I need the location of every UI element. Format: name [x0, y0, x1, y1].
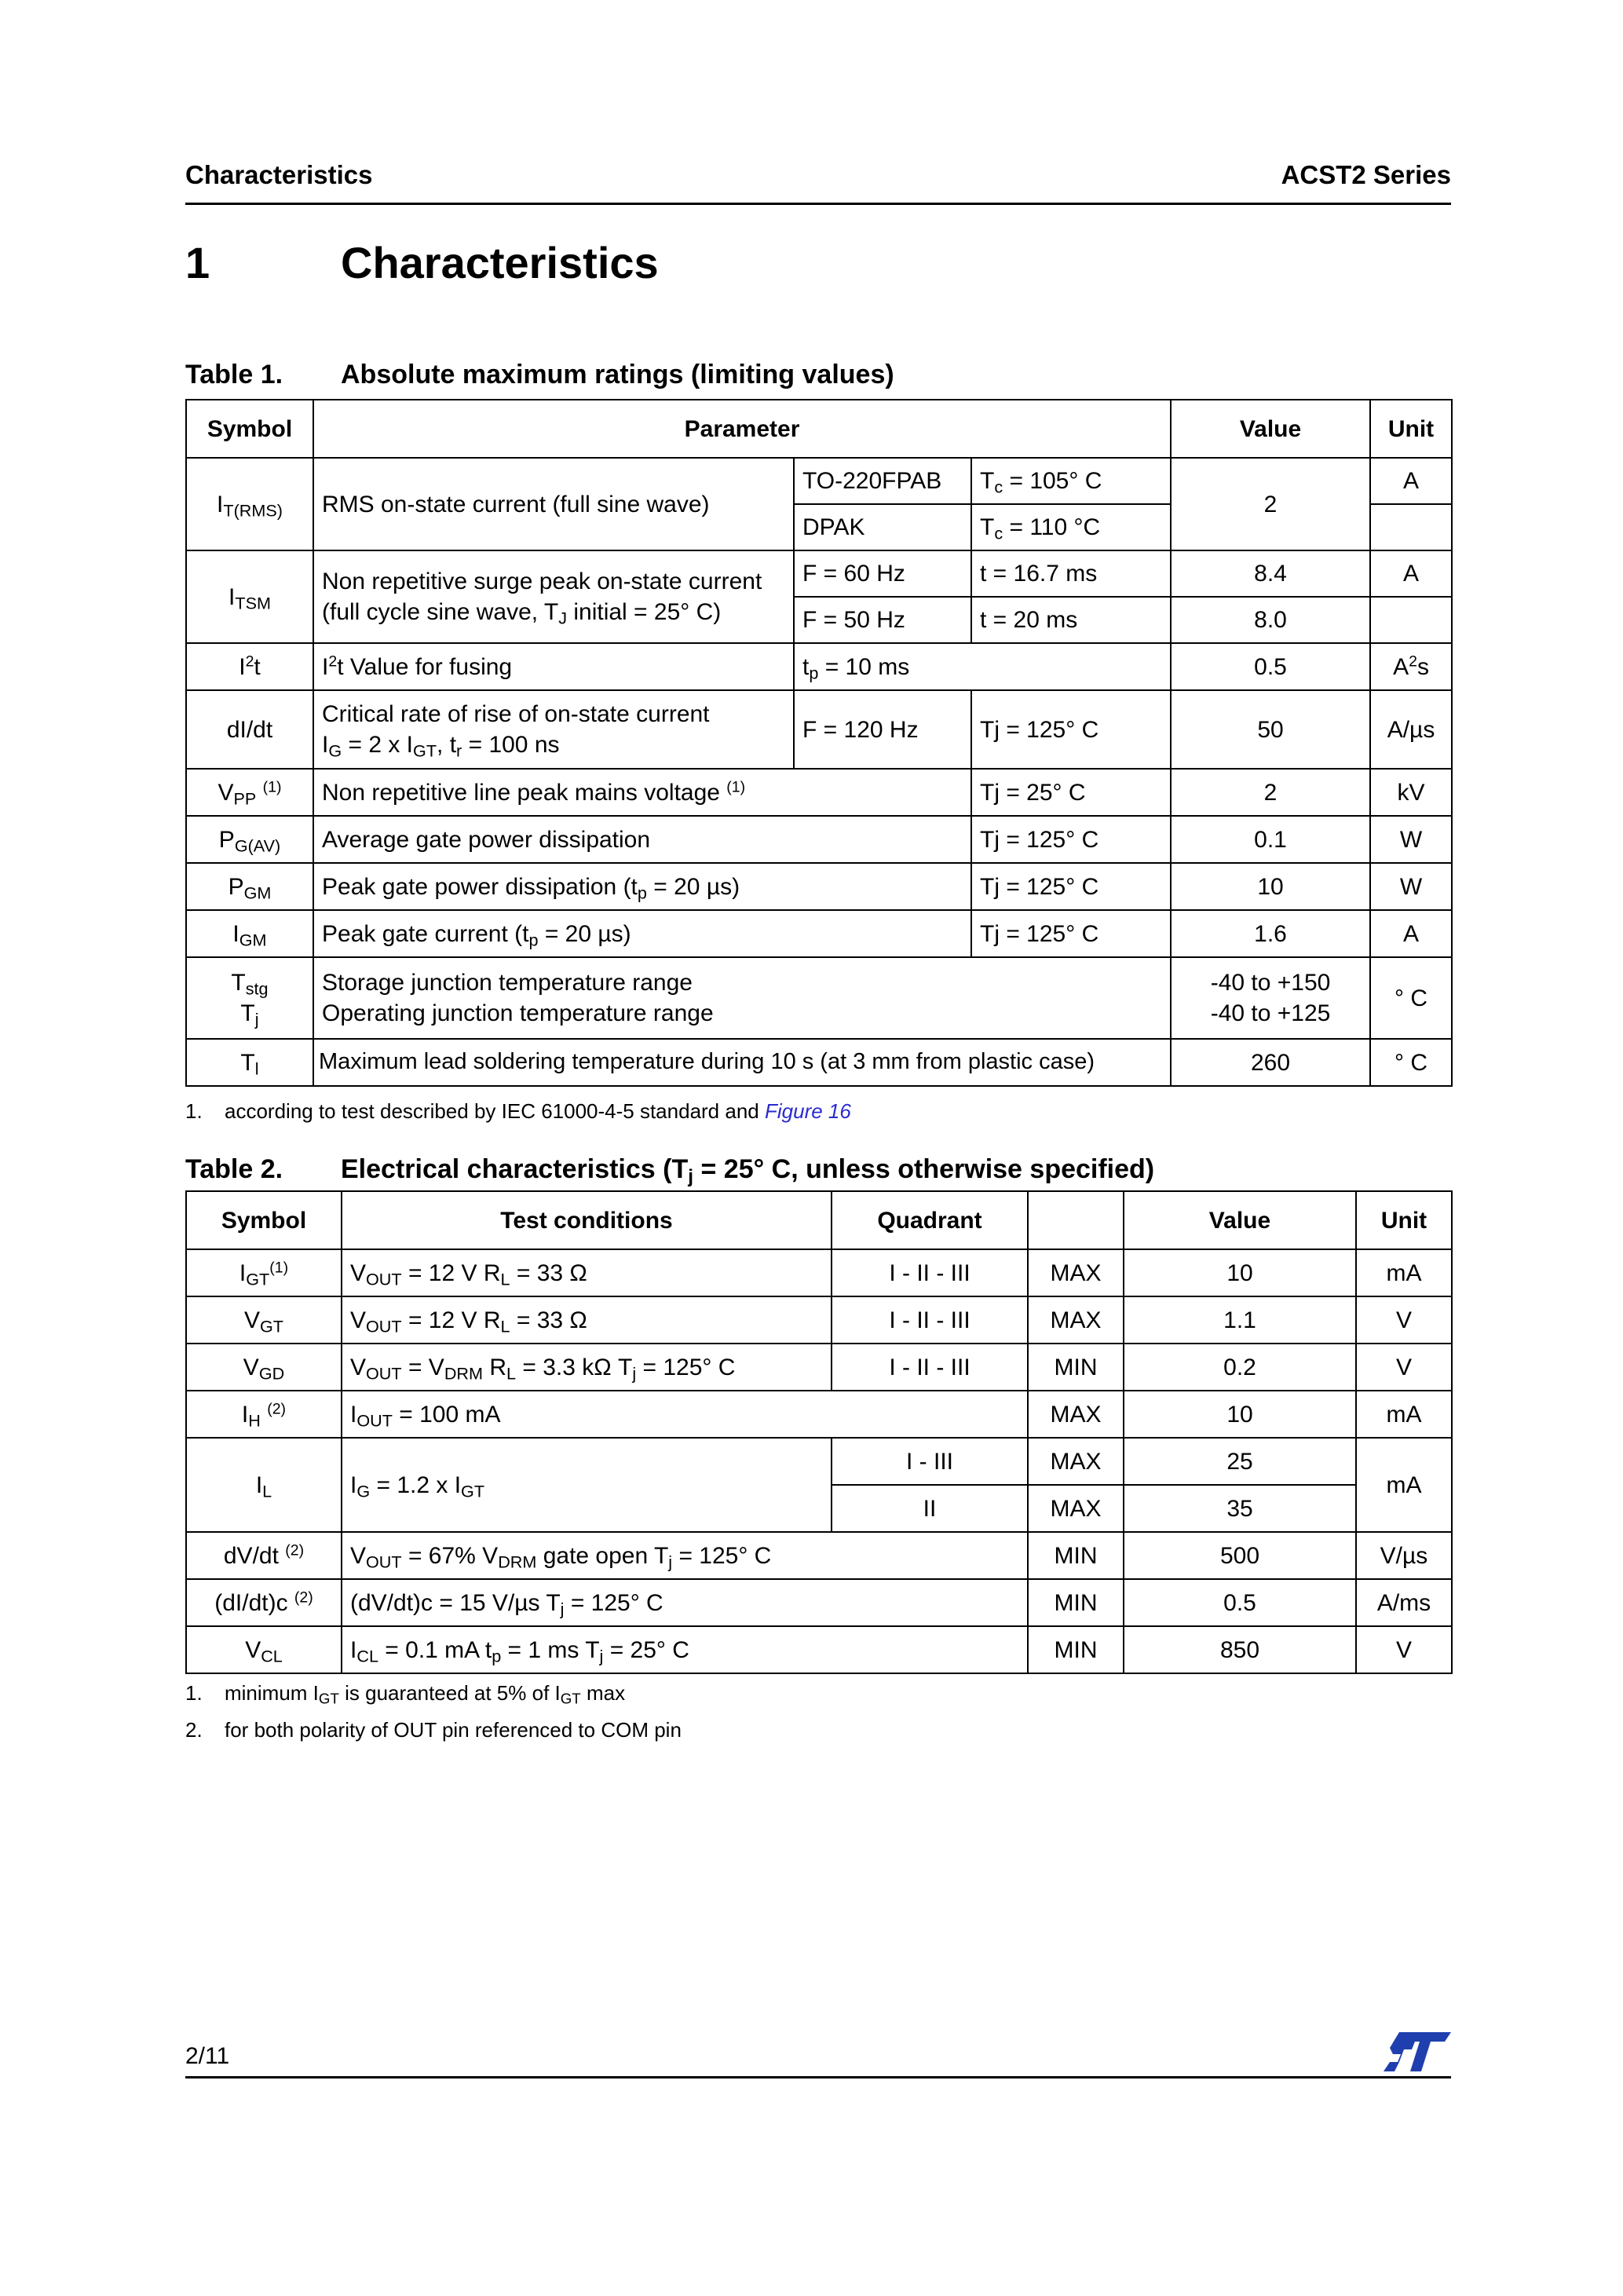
- col-header-value: Value: [1124, 1191, 1356, 1249]
- value-cell: 50: [1171, 690, 1370, 769]
- quadrant-cell: I - II - III: [832, 1344, 1028, 1391]
- symbol-didt-c: (dI/dt)c $^{(2)}$: [186, 1579, 342, 1626]
- header-left: Characteristics: [185, 160, 373, 189]
- param-cell: Peak gate power dissipation ($t_p = 20$ µs): [313, 863, 971, 910]
- value-cell: 8.0: [1171, 597, 1370, 643]
- table2-title: Electrical characteristics ($T_j = 25^\circ$ C, unless otherwise specified): [341, 1154, 1155, 1188]
- symbol-vcl: $V_{CL}$: [186, 1626, 342, 1673]
- value-cell: 10: [1124, 1391, 1356, 1438]
- col-header-parameter: Parameter: [313, 400, 1171, 458]
- table-row: [186, 1344, 1452, 1391]
- quadrant-cell: I - II - III: [832, 1249, 1028, 1296]
- limit-cell: MAX: [1028, 1391, 1124, 1438]
- value-cell: 35: [1124, 1485, 1356, 1532]
- limit-cell: MIN: [1028, 1579, 1124, 1626]
- value-cell: 1.6: [1171, 910, 1370, 957]
- limit-cell: MAX: [1028, 1485, 1124, 1532]
- table1-title: Absolute maximum ratings (limiting values): [341, 360, 894, 389]
- footer-rule: [185, 2076, 1451, 2078]
- unit-cell: A/ms: [1356, 1579, 1452, 1626]
- unit-cell: mA: [1356, 1391, 1452, 1438]
- col-header-value: Value: [1171, 400, 1370, 458]
- param-cell: Storage junction temperature range Operating junction temperature range: [313, 957, 1171, 1039]
- limit-cell: MIN: [1028, 1626, 1124, 1673]
- table-row: [186, 1438, 1452, 1485]
- table-row: [186, 1039, 1452, 1086]
- symbol-dvdt: dV/dt $^{(2)}$: [186, 1532, 342, 1579]
- value-cell: 2: [1171, 769, 1370, 816]
- symbol-vgd: $V_{GD}$: [186, 1344, 342, 1391]
- table-row: [186, 1579, 1452, 1626]
- unit-cell: A: [1370, 910, 1452, 957]
- table-row: [186, 1626, 1452, 1673]
- table1-footnote: 1. according to test described by IEC 61000-4-5 standard and Figure 16: [185, 1099, 851, 1123]
- param-cell: Non repetitive surge peak on-state current (full cycle sine wave, $T_J$ initial = 25° C): [313, 550, 794, 643]
- value-cell: 0.5: [1124, 1579, 1356, 1626]
- unit-cell: V: [1356, 1296, 1452, 1344]
- package-cell: DPAK: [794, 504, 971, 550]
- unit-cell: $A^2s$: [1370, 643, 1452, 690]
- unit-cell: W: [1370, 816, 1452, 863]
- table2-caption: [185, 1154, 1155, 1188]
- table-row: [186, 1191, 1452, 1249]
- unit-cell: mA: [1356, 1438, 1452, 1532]
- table-row: [186, 910, 1452, 957]
- unit-cell: V: [1356, 1344, 1452, 1391]
- unit-cell: mA: [1356, 1249, 1452, 1296]
- value-cell: 850: [1124, 1626, 1356, 1673]
- quadrant-cell: I - III: [832, 1438, 1028, 1485]
- symbol-igm: $I_{GM}$: [186, 910, 313, 957]
- section-title: Characteristics: [341, 238, 659, 287]
- value-cell: 10: [1171, 863, 1370, 910]
- condition-cell: $V_{OUT} = 12$ V $R_L = 33$ Ω: [342, 1296, 832, 1344]
- value-cell: 0.1: [1171, 816, 1370, 863]
- unit-cell: W: [1370, 863, 1452, 910]
- condition-cell: $V_{OUT} = 12$ V $R_L = 33$ Ω: [342, 1249, 832, 1296]
- condition-cell: (dV/dt)c = 15 V/µs $T_j = 125^\circ$ C: [342, 1579, 1028, 1626]
- symbol-pgm: $P_{GM}$: [186, 863, 313, 910]
- condition-cell: t = 20 ms: [971, 597, 1171, 643]
- symbol-igt: $I_{GT}^{(1)}$: [186, 1249, 342, 1296]
- value-cell: 1.1: [1124, 1296, 1356, 1344]
- table-row: [186, 957, 1452, 1039]
- symbol-vgt: $V_{GT}$: [186, 1296, 342, 1344]
- condition-cell: Tj = 125° C: [971, 863, 1171, 910]
- col-header-unit: Unit: [1356, 1191, 1452, 1249]
- table-row: [186, 1532, 1452, 1579]
- condition-cell: $I_{CL} = 0.1$ mA $t_p = 1$ ms $T_j = 25^\circ$ C: [342, 1626, 1028, 1673]
- symbol-il: $I_L$: [186, 1438, 342, 1532]
- table-row: [186, 458, 1452, 504]
- condition-cell: $I_{OUT} = 100$ mA: [342, 1391, 1028, 1438]
- condition-cell: $T_c = 105^\circ$ C: [971, 458, 1171, 504]
- symbol-vpp: $V_{PP}$ $^{(1)}$: [186, 769, 313, 816]
- value-cell: 2: [1171, 458, 1370, 550]
- symbol-ih: $I_H$ $^{(2)}$: [186, 1391, 342, 1438]
- param-cell: Critical rate of rise of on-state current $I_G = 2$ x $I_{GT}$, $t_r = 100$ ns: [313, 690, 794, 769]
- condition-cell: $V_{OUT} = V_{DRM}$ $R_L = 3.3$ kΩ $T_j = 125^\circ$ C: [342, 1344, 832, 1391]
- quadrant-cell: I - II - III: [832, 1296, 1028, 1344]
- unit-cell: ° C: [1370, 1039, 1452, 1086]
- unit-cell: A: [1370, 550, 1452, 597]
- param-cell: RMS on-state current (full sine wave): [313, 458, 794, 550]
- package-cell: TO-220FPAB: [794, 458, 971, 504]
- value-cell: 0.2: [1124, 1344, 1356, 1391]
- section-number: 1: [185, 238, 210, 287]
- condition-cell: $I_G = 1.2$ x $I_{GT}$: [342, 1438, 832, 1532]
- value-cell: 500: [1124, 1532, 1356, 1579]
- unit-cell: A: [1370, 458, 1452, 504]
- page-header: [185, 157, 1451, 205]
- value-cell: 25: [1124, 1438, 1356, 1485]
- condition-cell: $T_c = 110$ °C: [971, 504, 1171, 550]
- limit-cell: MIN: [1028, 1344, 1124, 1391]
- symbol-it-rms: $I_{T(RMS)}$: [186, 458, 313, 550]
- table-row: [186, 690, 1452, 769]
- table2-label: Table 2.: [185, 1154, 283, 1184]
- param-cell: Non repetitive line peak mains voltage $^{(1)}$: [313, 769, 971, 816]
- param-cell: Maximum lead soldering temperature during 10 s (at 3 mm from plastic case): [313, 1039, 1171, 1086]
- unit-cell: V/µs: [1356, 1532, 1452, 1579]
- symbol-i2t: $I^2t$: [186, 643, 313, 690]
- value-cell: 260: [1171, 1039, 1370, 1086]
- condition-cell: F = 120 Hz: [794, 690, 971, 769]
- quadrant-cell: II: [832, 1485, 1028, 1532]
- value-cell: 8.4: [1171, 550, 1370, 597]
- limit-cell: MAX: [1028, 1296, 1124, 1344]
- param-cell: Average gate power dissipation: [313, 816, 971, 863]
- symbol-tstg-tj: $T_{stg}$ $T_j$: [186, 957, 313, 1039]
- condition-cell: F = 50 Hz: [794, 597, 971, 643]
- symbol-tl: $T_l$: [186, 1039, 313, 1086]
- unit-cell: V: [1356, 1626, 1452, 1673]
- condition-cell: t = 16.7 ms: [971, 550, 1171, 597]
- table-row: [186, 816, 1452, 863]
- value-cell: 0.5: [1171, 643, 1370, 690]
- col-header-symbol: Symbol: [186, 1191, 342, 1249]
- symbol-pg-av: $P_{G(AV)}$: [186, 816, 313, 863]
- param-cell: Peak gate current ($t_p = 20$ µs): [313, 910, 971, 957]
- col-header-quadrant: Quadrant: [832, 1191, 1028, 1249]
- limit-cell: MAX: [1028, 1438, 1124, 1485]
- condition-cell: Tj = 125° C: [971, 690, 1171, 769]
- table-row: [186, 643, 1452, 690]
- condition-cell: F = 60 Hz: [794, 550, 971, 597]
- col-header-unit: Unit: [1370, 400, 1452, 458]
- table2-footnote-2: 2. for both polarity of OUT pin referenced to COM pin: [185, 1718, 682, 1742]
- table1-caption: [185, 360, 894, 390]
- figure16-link[interactable]: Figure 16: [764, 1099, 851, 1123]
- condition-cell: Tj = 125° C: [971, 816, 1171, 863]
- table2-footnote-1: 1. minimum $I_{GT}$ is guaranteed at 5% of $I_{GT}$ max: [185, 1681, 626, 1707]
- table-row: [186, 769, 1452, 816]
- value-cell: -40 to +150 -40 to +125: [1171, 957, 1370, 1039]
- table-row: [186, 550, 1452, 597]
- condition-cell: $t_p = 10$ ms: [794, 643, 1171, 690]
- unit-cell: ° C: [1370, 957, 1452, 1039]
- col-header-limit: [1028, 1191, 1124, 1249]
- table1-label: Table 1.: [185, 360, 283, 389]
- symbol-itsm: $I_{TSM}$: [186, 550, 313, 643]
- table-row: [186, 1249, 1452, 1296]
- condition-cell: Tj = 25° C: [971, 769, 1171, 816]
- table-row: [186, 400, 1452, 458]
- page-number: 2/11: [185, 2043, 230, 2069]
- unit-cell: kV: [1370, 769, 1452, 816]
- header-right: ACST2 Series: [1281, 160, 1451, 189]
- unit-cell: A/µs: [1370, 690, 1452, 769]
- col-header-test-conditions: Test conditions: [342, 1191, 832, 1249]
- symbol-didt: dI/dt: [186, 690, 313, 769]
- condition-cell: Tj = 125° C: [971, 910, 1171, 957]
- col-header-symbol: Symbol: [186, 400, 313, 458]
- unit-cell-empty: [1370, 597, 1452, 643]
- st-logo-icon: [1382, 2031, 1453, 2073]
- limit-cell: MAX: [1028, 1249, 1124, 1296]
- param-cell: $I^2t$ Value for fusing: [313, 643, 794, 690]
- table-row: [186, 863, 1452, 910]
- table2-electrical-characteristics: [185, 1190, 1453, 1674]
- value-cell: 10: [1124, 1249, 1356, 1296]
- condition-cell: $V_{OUT} = 67\%$ $V_{DRM}$ gate open $T_j = 125^\circ$ C: [342, 1532, 1028, 1579]
- table-row: [186, 1296, 1452, 1344]
- unit-cell-empty: [1370, 504, 1452, 550]
- limit-cell: MIN: [1028, 1532, 1124, 1579]
- table1-absolute-max-ratings: [185, 399, 1453, 1087]
- table-row: [186, 1391, 1452, 1438]
